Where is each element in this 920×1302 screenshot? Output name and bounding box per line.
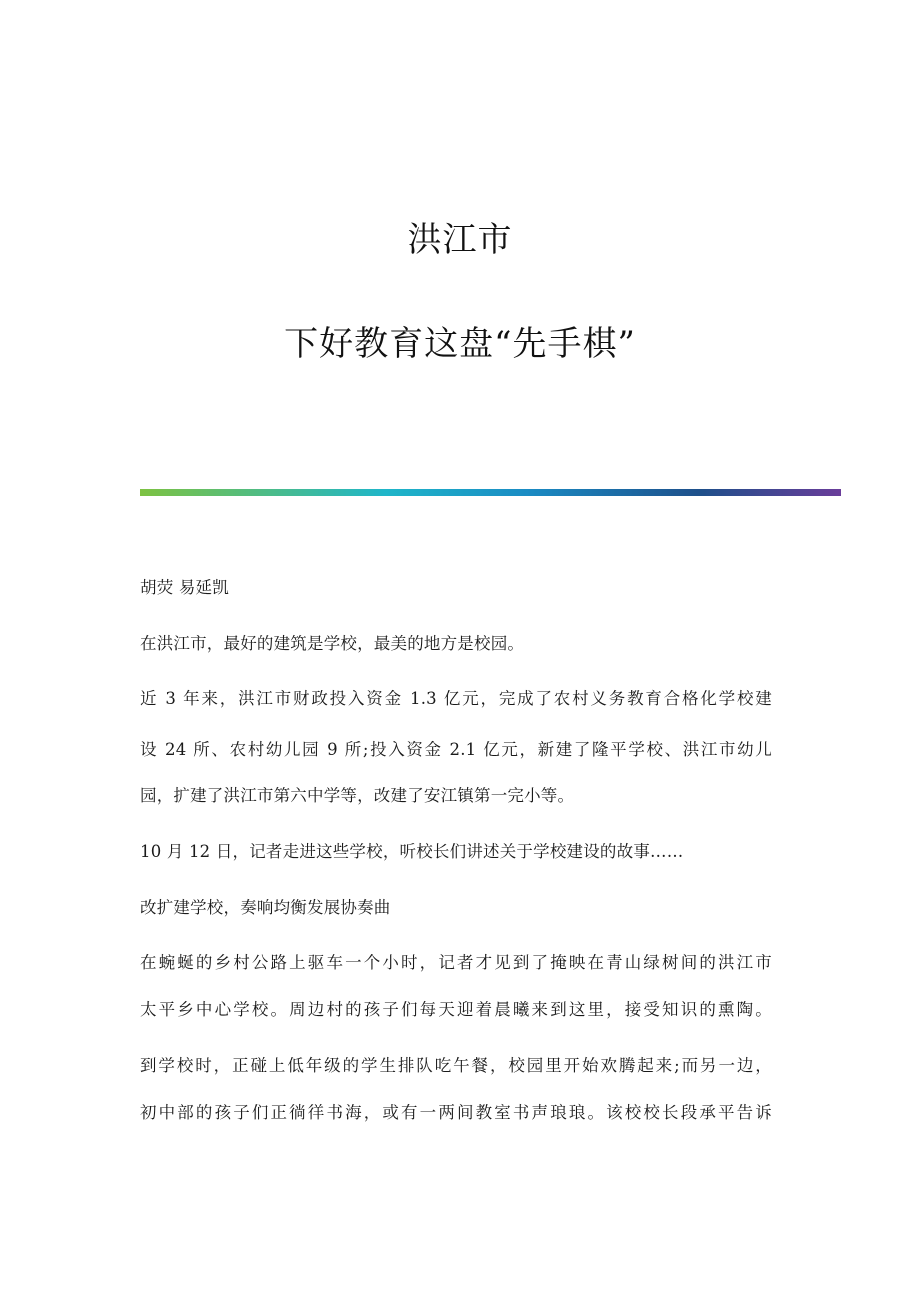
title-line-1: 洪江市: [407, 220, 513, 260]
paragraph-line-10: 初中部的孩子们正徜徉书海，或有一两间教室书声琅琅。该校校长段承平告诉: [140, 1103, 772, 1122]
section-heading: 改扩建学校，奏响均衡发展协奏曲: [140, 898, 391, 917]
paragraph-line-2: 近 3 年来，洪江市财政投入资金 1.3 亿元，完成了农村义务教育合格化学校建: [140, 689, 772, 708]
paragraph-line-5: 10 月 12 日，记者走进这些学校，听校长们讲述关于学校建设的故事……: [140, 842, 684, 861]
title-line-2: 下好教育这盘“先手棋”: [284, 324, 636, 364]
paragraph-line-4: 园，扩建了洪江市第六中学等，改建了安江镇第一完小等。: [140, 786, 575, 805]
paragraph-line-9: 到学校时，正碰上低年级的学生排队吃午餐，校园里开始欢腾起来;而另一边，: [140, 1056, 772, 1075]
paragraph-line-1: 在洪江市，最好的建筑是学校，最美的地方是校园。: [140, 634, 525, 653]
gradient-divider: [140, 489, 841, 496]
paragraph-line-8: 太平乡中心学校。周边村的孩子们每天迎着晨曦来到这里，接受知识的熏陶。: [140, 1000, 772, 1019]
author-line: 胡荧 易延凯: [140, 578, 229, 597]
paragraph-line-3: 设 24 所、农村幼儿园 9 所;投入资金 2.1 亿元，新建了隆平学校、洪江市幼儿: [140, 740, 772, 759]
paragraph-line-7: 在蜿蜒的乡村公路上驱车一个小时，记者才见到了掩映在青山绿树间的洪江市: [140, 953, 772, 972]
